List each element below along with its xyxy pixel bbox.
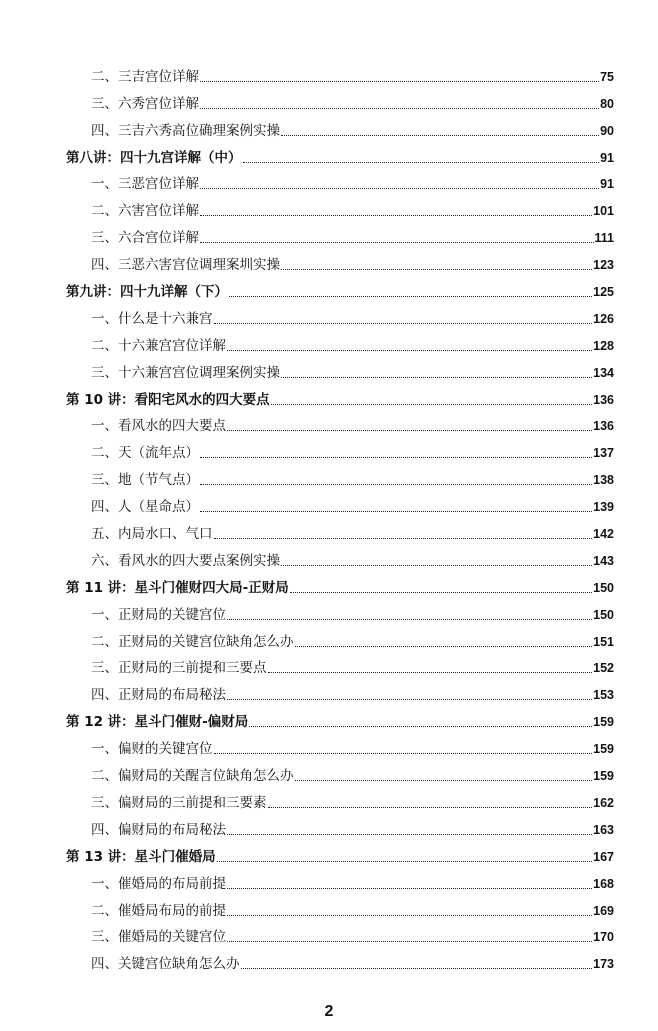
- dot-leader: [227, 887, 592, 889]
- toc-entry-page: 101: [593, 204, 614, 219]
- toc-section-entry[interactable]: [66, 488, 614, 515]
- toc-section-entry[interactable]: [66, 892, 614, 919]
- toc-entry-page: 111: [594, 231, 614, 246]
- dot-leader: [249, 725, 592, 727]
- toc-section-entry[interactable]: [66, 461, 614, 488]
- toc-section-entry[interactable]: [66, 676, 614, 703]
- toc-chapter-entry[interactable]: [66, 838, 614, 865]
- dot-leader: [271, 403, 592, 405]
- dot-leader: [214, 752, 593, 754]
- toc-section-entry[interactable]: [66, 865, 614, 892]
- toc-entry-title: 三、正财局的三前提和三要点: [91, 660, 267, 677]
- toc-section-entry[interactable]: [66, 945, 614, 972]
- toc-section-entry[interactable]: [66, 166, 614, 193]
- toc-entry-page: 173: [593, 957, 614, 972]
- dot-leader: [214, 322, 593, 324]
- toc-entry-page: 138: [593, 473, 614, 488]
- toc-entry-title: 四、偏财局的布局秘法: [91, 821, 226, 838]
- toc-section-entry[interactable]: [66, 623, 614, 650]
- toc-entry-page: 159: [593, 715, 614, 730]
- dot-leader: [281, 376, 592, 378]
- toc-entry-title: 四、关键宫位缺角怎么办: [91, 956, 240, 973]
- toc-entry-title: 三、六秀宫位详解: [91, 95, 199, 112]
- toc-entry-title: 二、三吉宫位详解: [91, 68, 199, 85]
- toc-entry-page: 162: [593, 795, 614, 810]
- toc-entry-title: 第 11 讲：星斗门催财四大局-正财局: [66, 579, 289, 596]
- toc-entry-title: 一、三恶宫位详解: [91, 176, 199, 193]
- toc-entry-page: 152: [593, 661, 614, 676]
- dot-leader: [227, 349, 592, 351]
- dot-leader: [281, 564, 592, 566]
- toc-entry-page: 151: [593, 634, 614, 649]
- toc-section-entry[interactable]: [66, 300, 614, 327]
- toc-section-entry[interactable]: [66, 784, 614, 811]
- toc-entry-page: 91: [600, 150, 614, 165]
- toc-section-entry[interactable]: [66, 757, 614, 784]
- dot-leader: [290, 591, 592, 593]
- toc-section-entry[interactable]: [66, 596, 614, 623]
- toc-entry-title: 三、偏财局的三前提和三要素: [91, 794, 267, 811]
- dot-leader: [200, 456, 592, 458]
- toc-section-entry[interactable]: [66, 112, 614, 139]
- toc-entry-title: 一、偏财的关键宫位: [91, 741, 213, 758]
- page-number: 2: [324, 1003, 334, 1020]
- toc-entry-page: 159: [593, 769, 614, 784]
- toc-entry-title: 二、正财局的关键宫位缺角怎么办: [91, 633, 294, 650]
- toc-section-entry[interactable]: [66, 650, 614, 677]
- toc-entry-page: 168: [593, 876, 614, 891]
- toc-chapter-entry[interactable]: [66, 569, 614, 596]
- toc-chapter-entry[interactable]: [66, 381, 614, 408]
- toc-entry-page: 143: [593, 553, 614, 568]
- toc-section-entry[interactable]: [66, 219, 614, 246]
- dot-leader: [200, 107, 599, 109]
- toc-entry-page: 136: [593, 419, 614, 434]
- dot-leader: [200, 510, 592, 512]
- toc-entry-page: 153: [593, 688, 614, 703]
- toc-entry-title: 四、人（星命点）: [91, 499, 199, 516]
- toc-entry-title: 二、十六兼宫宫位详解: [91, 337, 226, 354]
- toc-section-entry[interactable]: [66, 246, 614, 273]
- toc-entry-title: 第 10 讲：看阳宅风水的四大要点: [66, 391, 270, 408]
- dot-leader: [243, 161, 600, 163]
- toc-entry-page: 169: [593, 903, 614, 918]
- toc-entry-page: 150: [593, 580, 614, 595]
- toc-entry-title: 六、看风水的四大要点案例实操: [91, 552, 280, 569]
- toc-entry-page: 75: [600, 69, 614, 84]
- toc-section-entry[interactable]: [66, 730, 614, 757]
- toc-entry-page: 150: [593, 607, 614, 622]
- toc-entry-page: 159: [593, 742, 614, 757]
- toc-entry-title: 第 13 讲：星斗门催婚局: [66, 848, 216, 865]
- toc-entry-title: 四、正财局的布局秘法: [91, 687, 226, 704]
- toc-entry-page: 125: [593, 285, 614, 300]
- dot-leader: [281, 268, 592, 270]
- toc-entry-title: 第九讲：四十九详解（下）: [66, 284, 228, 301]
- toc-section-entry[interactable]: [66, 192, 614, 219]
- toc-entry-page: 167: [593, 849, 614, 864]
- dot-leader: [227, 833, 592, 835]
- toc-section-entry[interactable]: [66, 542, 614, 569]
- toc-entry-title: 一、看风水的四大要点: [91, 418, 226, 435]
- toc-entry-title: 一、什么是十六兼宫: [91, 310, 213, 327]
- toc-entry-page: 136: [593, 392, 614, 407]
- dot-leader: [200, 483, 592, 485]
- toc-section-entry[interactable]: [66, 354, 614, 381]
- toc-entry-title: 二、偏财局的关醒言位缺角怎么办: [91, 768, 294, 785]
- dot-leader: [227, 914, 592, 916]
- dot-leader: [200, 241, 594, 243]
- dot-leader: [227, 618, 592, 620]
- toc-section-entry[interactable]: [66, 919, 614, 946]
- toc-entry-title: 三、催婚局的关键宫位: [91, 929, 226, 946]
- toc-entry-title: 三、六合宫位详解: [91, 230, 199, 247]
- dot-leader: [281, 134, 599, 136]
- toc-section-entry[interactable]: [66, 408, 614, 435]
- toc-entry-page: 142: [593, 527, 614, 542]
- dot-leader: [227, 940, 592, 942]
- toc-entry-page: 126: [593, 311, 614, 326]
- toc-entry-title: 一、正财局的关键宫位: [91, 606, 226, 623]
- toc-entry-page: 139: [593, 500, 614, 515]
- dot-leader: [227, 698, 592, 700]
- dot-leader: [214, 537, 593, 539]
- table-of-contents: [66, 58, 614, 972]
- toc-entry-title: 四、三吉六秀高位确理案例实操: [91, 122, 280, 139]
- toc-section-entry[interactable]: [66, 434, 614, 461]
- dot-leader: [268, 671, 593, 673]
- toc-entry-title: 二、天（流年点）: [91, 445, 199, 462]
- toc-entry-title: 五、内局水口、气口: [91, 526, 213, 543]
- toc-section-entry[interactable]: [66, 811, 614, 838]
- toc-entry-page: 128: [593, 338, 614, 353]
- toc-section-entry[interactable]: [66, 327, 614, 354]
- toc-entry-title: 一、催婚局的布局前提: [91, 875, 226, 892]
- toc-entry-title: 第 12 讲：星斗门催财-偏财局: [66, 714, 249, 731]
- toc-entry-title: 二、六害宫位详解: [91, 203, 199, 220]
- toc-entry-page: 123: [593, 258, 614, 273]
- dot-leader: [217, 860, 592, 862]
- dot-leader: [229, 295, 592, 297]
- toc-entry-title: 第八讲：四十九宫详解（中）: [66, 149, 242, 166]
- toc-section-entry[interactable]: [66, 85, 614, 112]
- toc-entry-page: 91: [600, 177, 614, 192]
- dot-leader: [200, 80, 599, 82]
- toc-section-entry[interactable]: [66, 58, 614, 85]
- toc-entry-page: 163: [593, 822, 614, 837]
- dot-leader: [268, 806, 593, 808]
- dot-leader: [227, 429, 592, 431]
- dot-leader: [200, 214, 592, 216]
- dot-leader: [295, 645, 593, 647]
- toc-entry-page: 134: [593, 365, 614, 380]
- toc-entry-title: 三、十六兼宫宫位调理案例实操: [91, 364, 280, 381]
- dot-leader: [295, 779, 593, 781]
- toc-entry-page: 80: [600, 96, 614, 111]
- toc-chapter-entry[interactable]: [66, 703, 614, 730]
- toc-chapter-entry[interactable]: [66, 139, 614, 166]
- toc-entry-page: 137: [593, 446, 614, 461]
- dot-leader: [200, 187, 599, 189]
- toc-entry-page: 90: [600, 123, 614, 138]
- toc-section-entry[interactable]: [66, 515, 614, 542]
- toc-chapter-entry[interactable]: [66, 273, 614, 300]
- toc-entry-page: 170: [593, 930, 614, 945]
- toc-entry-title: 三、地（节气点）: [91, 472, 199, 489]
- toc-entry-title: 二、催婚局布局的前提: [91, 902, 226, 919]
- toc-entry-title: 四、三恶六害宫位调理案圳实操: [91, 257, 280, 274]
- dot-leader: [241, 967, 593, 969]
